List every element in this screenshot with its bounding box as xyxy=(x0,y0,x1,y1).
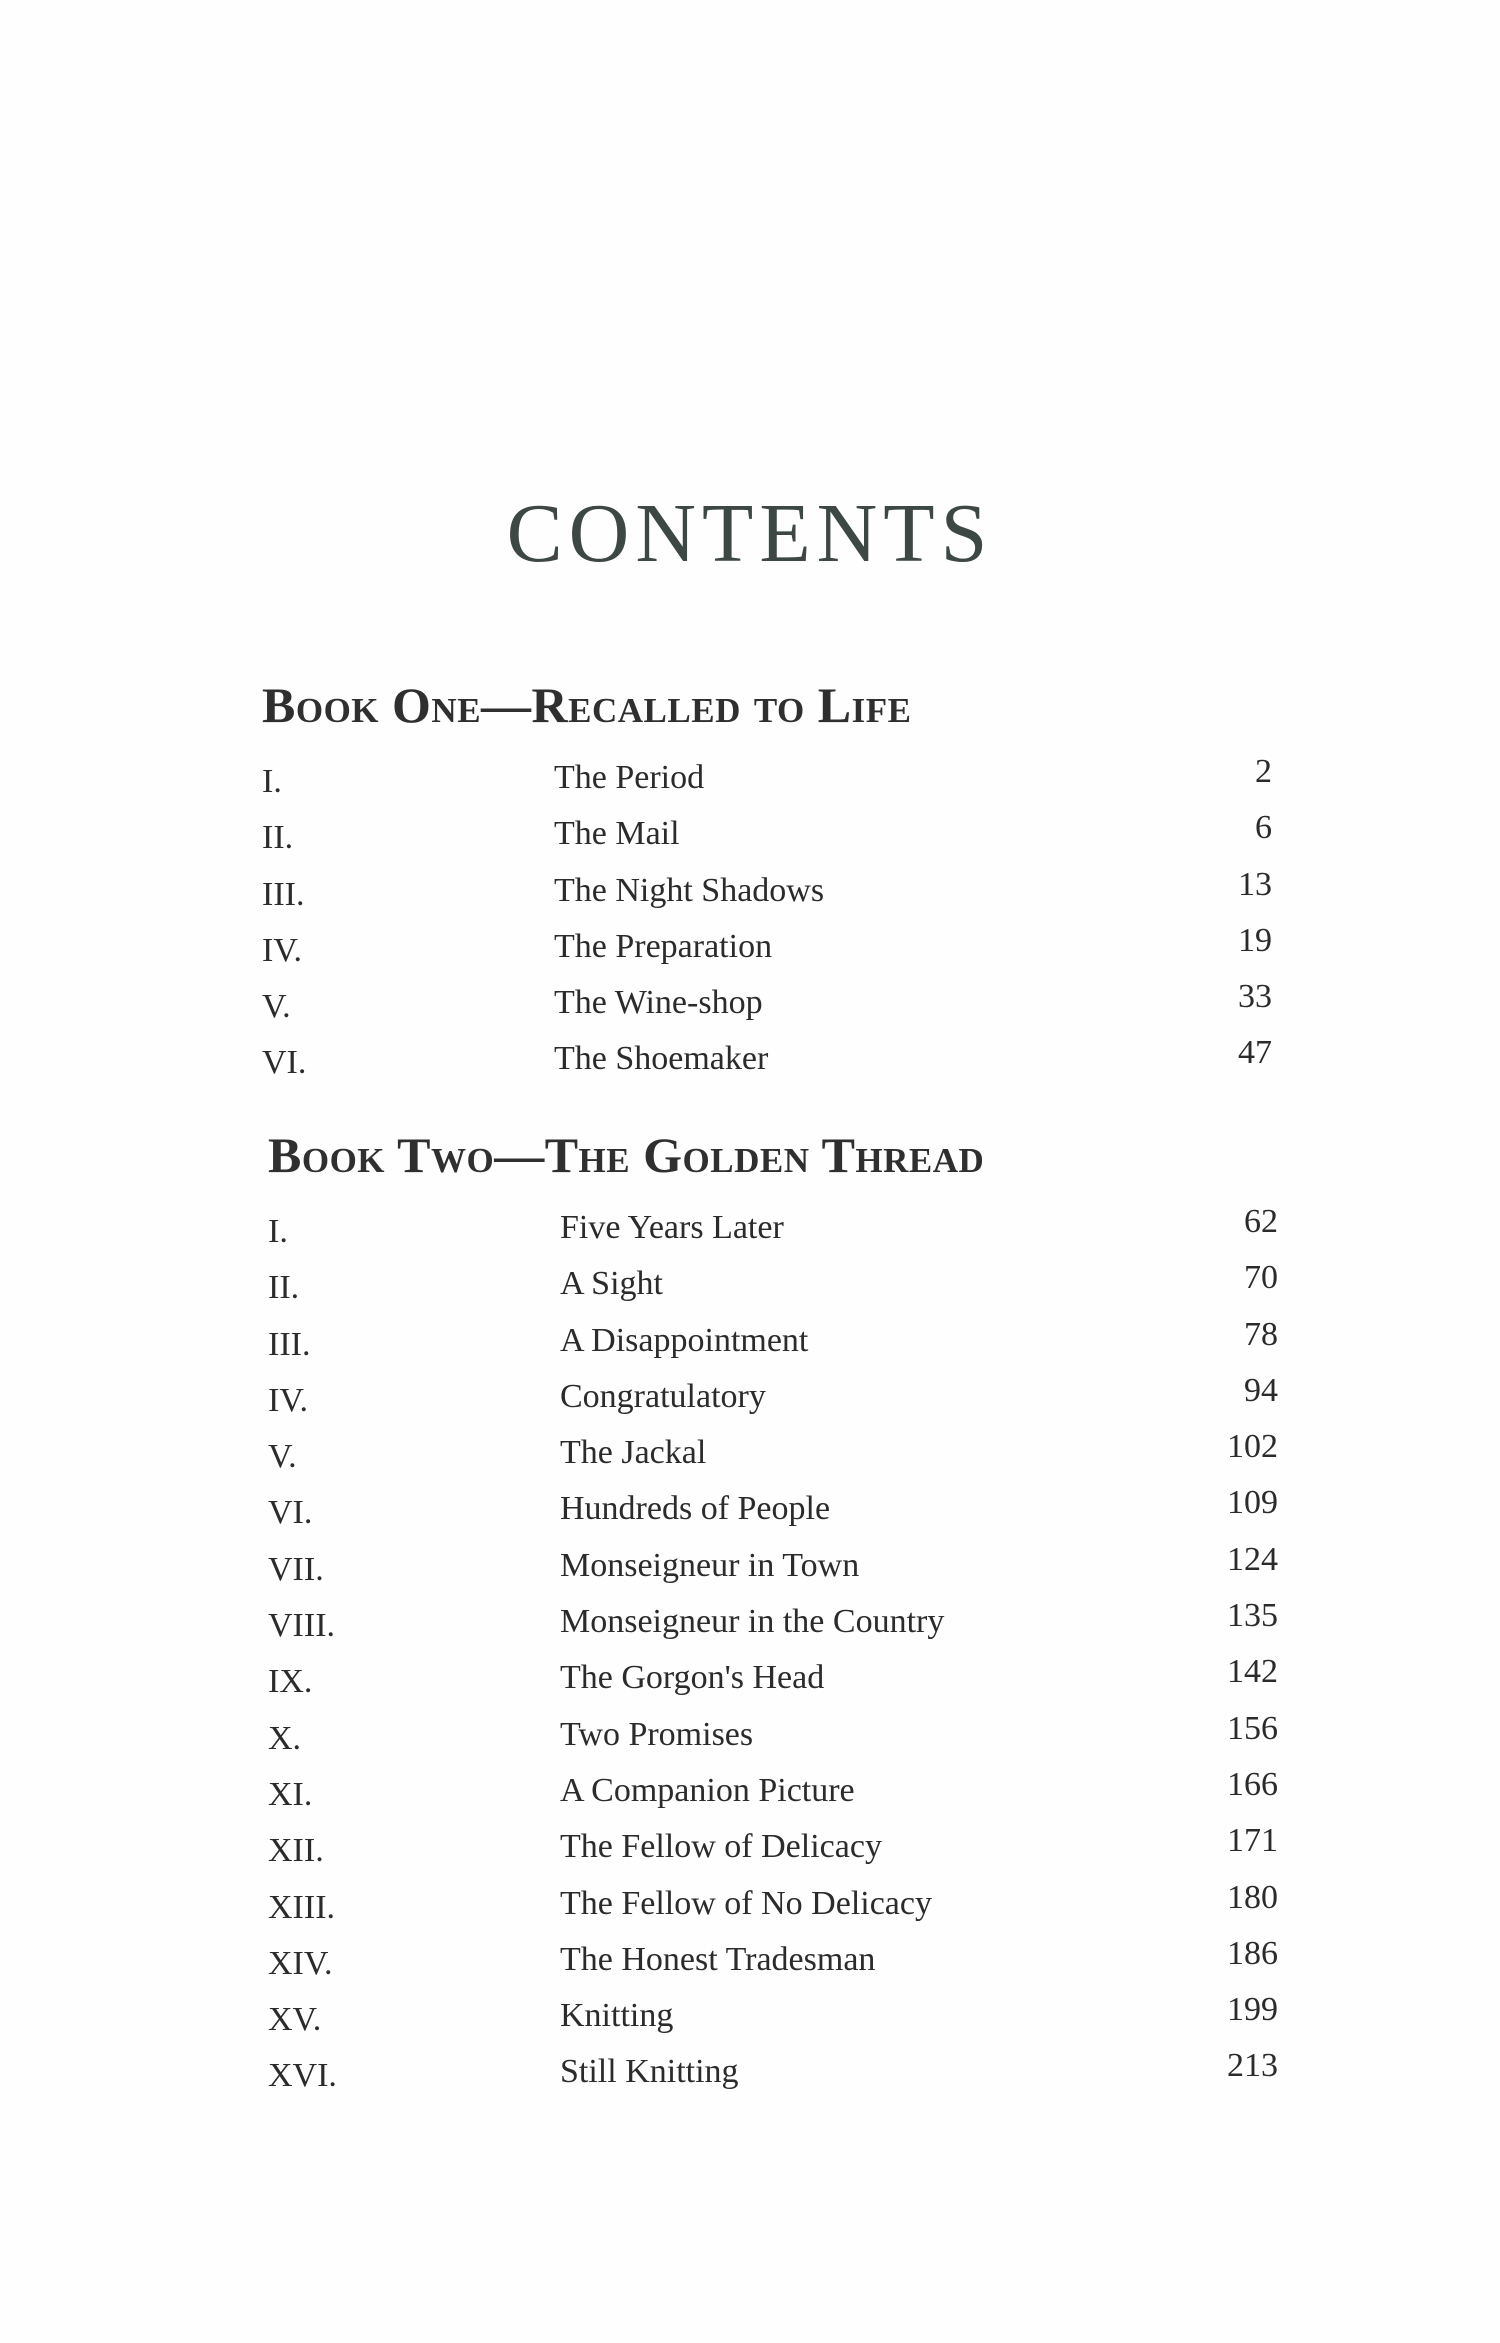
chapter-number: II. xyxy=(262,819,294,857)
chapter-number: XI. xyxy=(268,1775,313,1813)
page-number: 33 xyxy=(1238,978,1272,1016)
chapter-title: A Disappointment xyxy=(560,1321,809,1359)
page-number: 2 xyxy=(1255,753,1272,790)
toc-entry xyxy=(268,1369,1278,1425)
chapter-number: IX. xyxy=(268,1663,313,1701)
chapter-title: The Shoemaker xyxy=(554,1040,769,1078)
chapter-title: Two Promises xyxy=(560,1715,754,1753)
chapter-number: III. xyxy=(268,1325,311,1363)
toc-entry xyxy=(268,1763,1278,1819)
page-number: 94 xyxy=(1244,1371,1278,1409)
chapter-number: XV. xyxy=(268,2001,322,2039)
page-number: 171 xyxy=(1227,1822,1278,1860)
toc-entry xyxy=(268,1932,1278,1988)
chapter-title: The Preparation xyxy=(554,927,773,965)
page-number: 70 xyxy=(1244,1259,1278,1297)
toc-entry xyxy=(268,1876,1278,1932)
chapter-title: The Honest Tradesman xyxy=(560,1940,876,1978)
chapter-title: The Wine-shop xyxy=(554,984,763,1022)
book-one-heading: Book One—Recalled to Life xyxy=(262,677,912,733)
page-number: 166 xyxy=(1227,1765,1278,1803)
book-one-chapter-list xyxy=(262,750,1272,1088)
chapter-title: Knitting xyxy=(560,1997,674,2035)
page-number: 213 xyxy=(1227,2047,1278,2085)
page-number: 47 xyxy=(1238,1034,1272,1072)
toc-entry xyxy=(262,806,1272,862)
chapter-title: The Fellow of Delicacy xyxy=(560,1828,882,1866)
toc-entry xyxy=(262,1031,1272,1087)
toc-entry xyxy=(262,750,1272,806)
page-number: 135 xyxy=(1227,1597,1278,1635)
chapter-title: The Jackal xyxy=(560,1434,707,1472)
chapter-title: Five Years Later xyxy=(560,1209,784,1246)
book-two-heading: Book Two—The Golden Thread xyxy=(268,1127,985,1183)
chapter-title: The Fellow of No Delicacy xyxy=(560,1884,932,1922)
toc-entry xyxy=(268,1425,1278,1481)
book-two-chapter-list xyxy=(268,1200,1278,2101)
chapter-number: XIII. xyxy=(268,1888,336,1926)
toc-entry xyxy=(268,1200,1278,1256)
toc-entry xyxy=(268,1819,1278,1875)
page-number: 19 xyxy=(1238,921,1272,959)
toc-entry xyxy=(268,1313,1278,1369)
chapter-number: XVI. xyxy=(268,2057,337,2095)
chapter-title: A Sight xyxy=(560,1265,663,1303)
chapter-title: The Period xyxy=(554,759,705,796)
chapter-number: IV. xyxy=(262,931,302,969)
chapter-number: I. xyxy=(268,1213,288,1250)
chapter-number: II. xyxy=(268,1269,300,1307)
page-number: 13 xyxy=(1238,865,1272,903)
chapter-number: XIV. xyxy=(268,1944,333,1982)
chapter-number: VII. xyxy=(268,1550,324,1588)
chapter-number: I. xyxy=(262,763,282,800)
page-number: 109 xyxy=(1227,1484,1278,1522)
chapter-title: The Gorgon's Head xyxy=(560,1659,825,1697)
chapter-title: The Mail xyxy=(554,815,680,853)
page-number: 6 xyxy=(1255,809,1272,847)
chapter-number: IV. xyxy=(268,1381,308,1419)
toc-entry xyxy=(268,2044,1278,2100)
toc-entry xyxy=(268,1256,1278,1312)
toc-entry xyxy=(262,863,1272,919)
chapter-title: Monseigneur in the Country xyxy=(560,1603,945,1641)
toc-entry xyxy=(268,1707,1278,1763)
page-number: 156 xyxy=(1227,1709,1278,1747)
chapter-title: Still Knitting xyxy=(560,2053,739,2091)
page-title: CONTENTS xyxy=(506,487,994,580)
page-number: 142 xyxy=(1227,1653,1278,1691)
page-number: 78 xyxy=(1244,1315,1278,1353)
chapter-number: VI. xyxy=(262,1044,307,1082)
toc-entry xyxy=(268,1481,1278,1537)
chapter-title: A Companion Picture xyxy=(560,1771,855,1809)
toc-entry xyxy=(262,975,1272,1031)
page-number: 62 xyxy=(1244,1203,1278,1240)
chapter-number: V. xyxy=(268,1438,297,1476)
chapter-title: Congratulatory xyxy=(560,1377,766,1415)
toc-entry xyxy=(268,1988,1278,2044)
page-number: 180 xyxy=(1227,1878,1278,1916)
page-number: 199 xyxy=(1227,1991,1278,2029)
toc-entry xyxy=(262,919,1272,975)
chapter-number: XII. xyxy=(268,1832,324,1870)
chapter-number: VI. xyxy=(268,1494,313,1532)
chapter-number: V. xyxy=(262,988,291,1026)
chapter-title: Hundreds of People xyxy=(560,1490,831,1528)
page-number: 102 xyxy=(1227,1428,1278,1466)
toc-entry xyxy=(268,1650,1278,1706)
toc-entry xyxy=(268,1538,1278,1594)
page-number: 186 xyxy=(1227,1934,1278,1972)
chapter-title: The Night Shadows xyxy=(554,871,825,909)
chapter-number: VIII. xyxy=(268,1607,336,1645)
chapter-number: X. xyxy=(268,1719,302,1757)
toc-entry xyxy=(268,1594,1278,1650)
page-number: 124 xyxy=(1227,1540,1278,1578)
chapter-number: III. xyxy=(262,875,305,913)
chapter-title: Monseigneur in Town xyxy=(560,1546,860,1584)
